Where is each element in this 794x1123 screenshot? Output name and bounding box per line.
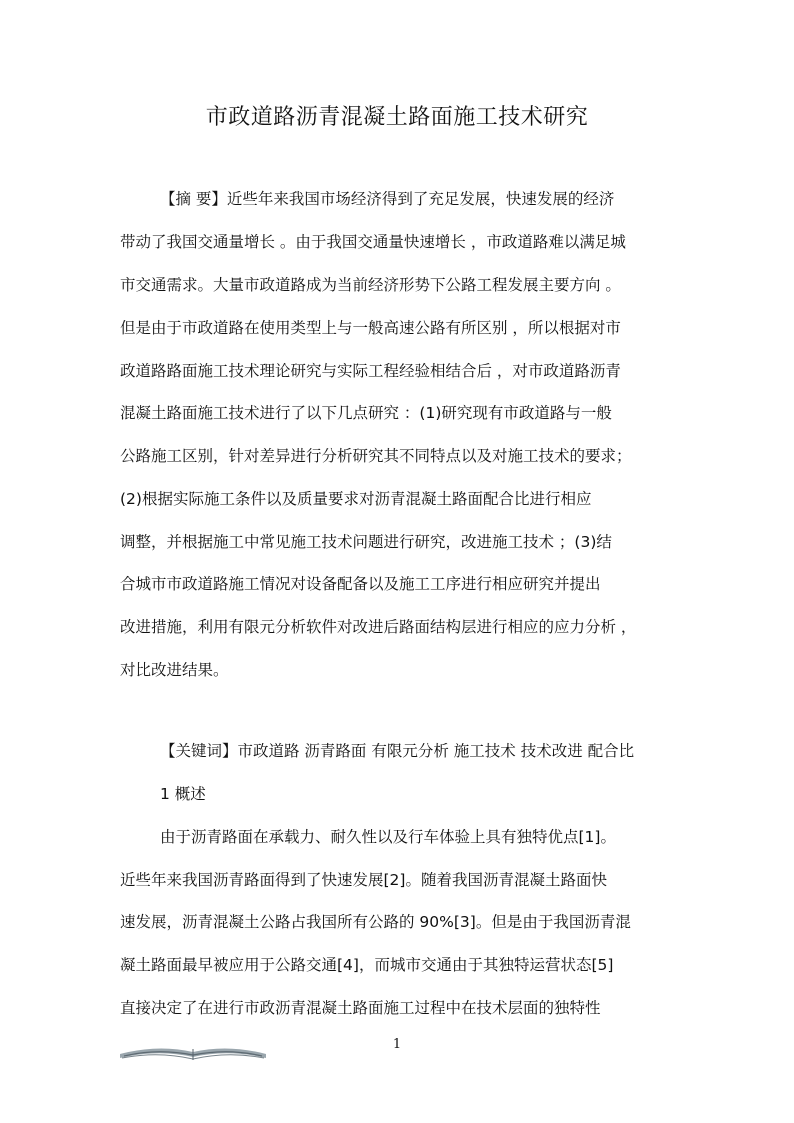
- abstract-line: 公路施工区别，针对差异进行分析研究其不同特点以及对施工技术的要求；: [120, 447, 632, 465]
- abstract-line: 合城市市政道路施工情况对设备配备以及施工工序进行相应研究并提出: [120, 575, 601, 593]
- abstract-line: 混凝土路面施工技术进行了以下几点研究 ：(1)研究现有市政道路与一般: [120, 404, 612, 422]
- body-line: 近些年来我国沥青路面得到了快速发展[2]。随着我国沥青混凝土路面快: [120, 871, 607, 889]
- body-line: 由于沥青路面在承载力、耐久性以及行车体验上具有独特优点[1]。: [160, 828, 616, 846]
- section-heading: 1 概述: [160, 785, 206, 803]
- body-line: 直接决定了在进行市政沥青混凝土路面施工过程中在技术层面的独特性: [120, 999, 601, 1017]
- abstract-line: 但是由于市政道路在使用类型上与一般高速公路有所区别 ，所以根据对市: [120, 319, 621, 337]
- abstract-line: 对比改进结果。: [120, 661, 229, 679]
- body-line: 凝土路面最早被应用于公路交通[4]，而城市交通由于其独特运营状态[5]: [120, 956, 614, 974]
- page-number: 1: [392, 1037, 402, 1052]
- abstract-line: 市交通需求。大量市政道路成为当前经济形势下公路工程发展主要方向 。: [120, 276, 621, 294]
- abstract-line: 带动了我国交通量增长 。由于我国交通量快速增长 ，市政道路难以满足城: [120, 233, 626, 251]
- abstract-line: 政道路路面施工技术理论研究与实际工程经验相结合后 ，对市政道路沥青: [120, 362, 621, 380]
- body-line: 速发展，沥青混凝土公路占我国所有公路的 90%[3]。但是由于我国沥青混: [120, 913, 631, 931]
- abstract-line: 【摘 要】近些年来我国市场经济得到了充足发展，快速发展的经济: [160, 190, 615, 208]
- abstract-line: 改进措施，利用有限元分析软件对改进后路面结构层进行相应的应力分析 ，: [120, 618, 637, 636]
- abstract-line: (2)根据实际施工条件以及质量要求对沥青混凝土路面配合比进行相应: [120, 490, 592, 508]
- document-title: 市政道路沥青混凝土路面施工技术研究: [205, 105, 589, 130]
- open-book-icon: [118, 1040, 268, 1062]
- abstract-line: 调整，并根据施工中常见施工技术问题进行研究，改进施工技术 ；(3)结: [120, 533, 612, 551]
- keywords-line: 【关键词】市政道路 沥青路面 有限元分析 施工技术 技术改进 配合比: [160, 742, 635, 760]
